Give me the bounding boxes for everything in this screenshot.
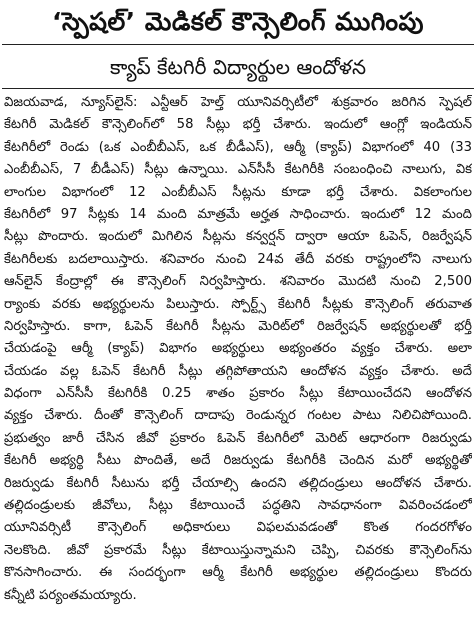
body-line: విజయవాడ, న్యూస్‌లైన్: ఎన్టీఆర్ హెల్త్ యూనివర్సిటీలో శుక్రవారం జరిగిన స్పెషల్ <box>4 95 472 110</box>
body-line: విధంగా ఎన్‌సీసీ కేటగిరీకి 0.25 శాతం ప్రకారం సీట్లు కేటాయించేదని ఆందోళన <box>4 386 472 402</box>
article-body <box>4 92 472 607</box>
body-line: కేటగిరీ అభ్యర్థి సీటు పొందితే, అదే రిజర్వుడు కేటగిరీకి చెందిన మరో అభ్యర్థితో <box>4 453 472 469</box>
article-subheadline: క్యాప్ కేటగిరీ విద్యార్థుల ఆందోళన <box>109 55 366 79</box>
body-line: ఆన్‌లైన్ కేంద్రాల్లో ఈ కౌన్సెలింగ్ నిర్వహిస్తారు. శనివారం మొదటి నుంచి 2,500 <box>4 274 472 290</box>
body-line: చేయడంపై ఆర్మీ (క్యాప్) విభాగం అభ్యర్థులు అభ్యంతరం వ్యక్తం చేశారు. అలా <box>4 341 472 357</box>
body-line: కొనసాగించారు. ఈ సందర్భంగా ఆర్మీ కేటగిరీ అభ్యర్థుల తల్లిదండ్రులు కొందరు <box>4 565 472 581</box>
body-line: ఎంబీబీఎస్, 7 బీడీఎస్) సీట్లు ఉన్నాయి. ఎన్‌సీసీ కేటగిరీకి సంబంధించి నాలుగు, విక <box>4 162 472 178</box>
body-line: కేటగిరీలో 97 సీట్లకు 14 మంది మాత్రమే అర్హత సాధించారు. ఇందులో 12 మంది <box>4 206 472 222</box>
body-line: కేటగిరీలకు బదలాయిస్తారు. శనివారం నుంచి 24వ తేదీ వరకు రాష్ట్రంలోని నాలుగు <box>4 251 472 267</box>
body-line: కన్నీటి పర్యంతమయ్యారు. <box>4 587 137 603</box>
body-line: లాంగుల విభాగంలో 12 ఎంబీబీఎస్ సీట్లను కూడా భర్తీ చేశారు. వికలాంగుల <box>4 184 472 200</box>
body-line: తల్లిదండ్రులకు జీవోలు, సీట్లు కేటాయించే పద్ధతిని సావధానంగా వివరించడంలో <box>4 498 472 514</box>
body-line: సీట్లు పొందారు. ఇందులో మిగిలిన సీట్లను కన్వర్షన్ ద్వారా ఆయా ఓపెన్, రిజర్వేషన్ <box>4 229 472 245</box>
body-line: ర్యాంకు వరకు అభ్యర్థులను పిలుస్తారు. స్పోర్ట్స్ కేటగిరీ సీట్లకు కౌన్సెలింగ్ తరువాత <box>4 296 472 312</box>
body-line: చేయడం వల్ల ఓపెన్ కేటగిరీ సీట్లు తగ్గిపోతాయని ఆందోళన వ్యక్తం చేశారు. అదే <box>4 363 472 379</box>
body-line: వ్యక్తం చేశారు. దీంతో కౌన్సెలింగ్ దాదాపు రెండున్నర గంటల పాటు నిలిచిపోయింది. <box>4 408 472 424</box>
body-line: కేటగిరీ మెడికల్ కౌన్సెలింగ్‌లో 58 సీట్లు భర్తీ చేశారు. ఇందులో ఆంగ్లో ఇండియన్ <box>4 117 472 133</box>
article-headline: ‘స్పెషల్’ మెడికల్ కౌన్సెలింగ్ ముగింపు <box>52 7 424 36</box>
body-line: రిజర్వుడు కేటగిరీ సీటును భర్తీ చేయాల్సి ఉందని తల్లిదండ్రులు ఆందోళన చేశారు. <box>4 475 472 491</box>
body-line: ప్రభుత్వం జారీ చేసిన జీవో ప్రకారం ఓపెన్ కేటగిరీలో మెరిట్ ఆధారంగా రిజర్వుడు <box>4 430 472 446</box>
headline-divider <box>2 44 474 45</box>
body-line: యూనివర్సిటీ కౌన్సెలింగ్ అధికారులు విఫలమవడంతో కొంత గందరగోళం <box>4 520 472 536</box>
subheadline-divider <box>2 88 474 89</box>
body-line: కేటగిరీలో రెండు (ఒక ఎంబీబీఎస్, ఒక బీడీఎస్), ఆర్మీ (క్యాప్) విభాగంలో 40 (33 <box>4 139 472 155</box>
body-line: నెలకొంది. జీవో ప్రకారమే సీట్లు కేటాయిస్తున్నామని చెప్పి, చివరకు కౌన్సెలింగ్‌ను <box>4 542 472 558</box>
body-line: నిర్వహిస్తారు. కాగా, ఓపెన్ కేటగిరీ సీట్లను మెరిట్‌లో రిజర్వేషన్ అభ్యర్థులతో భర్తీ <box>4 318 472 334</box>
